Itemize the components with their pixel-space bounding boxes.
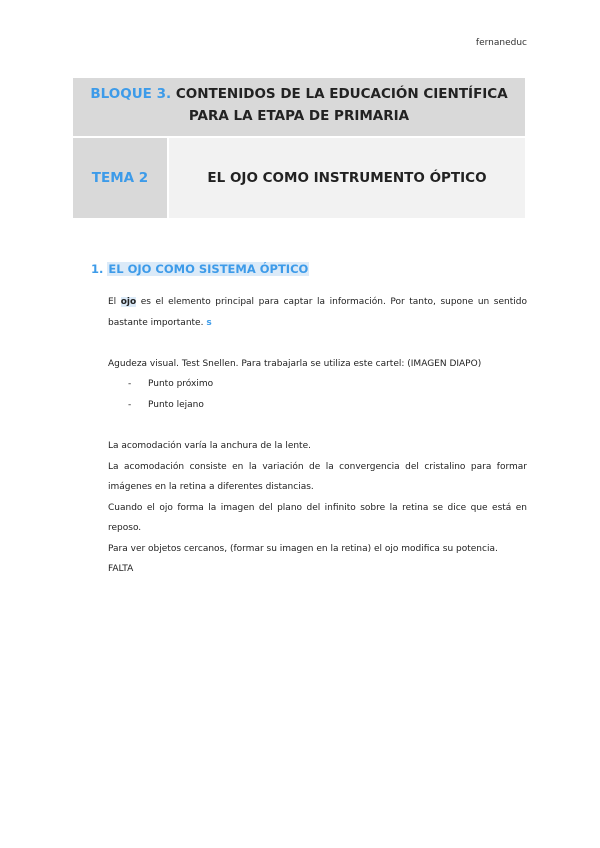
paragraph-acomodacion: La acomodación varía la anchura de la lente. [108, 441, 311, 451]
header-author: fernaneduc [475, 38, 527, 48]
section-number: 1. [91, 262, 104, 276]
paragraph-convergencia: La acomodación consiste en la variación de la convergencia del cristalino para formar imágenes en la retina a diferentes distancias. [108, 461, 527, 492]
list-item [108, 374, 527, 395]
tema-title: EL OJO COMO INSTRUMENTO ÓPTICO [169, 138, 525, 218]
bullet-text: Punto próximo [148, 379, 214, 389]
section-heading [91, 262, 309, 276]
paragraph-ojo-rest: es el elemento principal para captar la información. Por tanto, supone un sentido bastante importante. [108, 297, 527, 328]
block-title [73, 78, 525, 136]
list-item [108, 395, 527, 416]
paragraph-reposo: Cuando el ojo forma la imagen del plano del infinito sobre la retina se dice que está en reposo. [108, 502, 527, 533]
paragraph-ojo [108, 292, 527, 333]
bullet-dash: - [128, 379, 132, 389]
section-heading-text: EL OJO COMO SISTEMA ÓPTICO [108, 262, 309, 276]
highlighted-word-ojo: ojo [120, 297, 137, 307]
paragraph-ojo-start: El [108, 297, 121, 307]
paragraph-potencia: Para ver objetos cercanos, (formar su imagen en la retina) el ojo modifica su potencia. [108, 543, 498, 554]
paragraph-acomodacion-block [108, 436, 527, 580]
block-title-line1: CONTENIDOS DE LA EDUCACIÓN CIENTÍFICA [175, 86, 508, 102]
bullet-text: Punto lejano [148, 399, 204, 410]
paragraph-falta: FALTA [108, 564, 134, 574]
bullet-list [108, 374, 527, 415]
block-title-line2: PARA LA ETAPA DE PRIMARIA [188, 108, 410, 124]
comment-marker: s [206, 317, 212, 328]
paragraph-agudeza: Agudeza visual. Test Snellen. Para trabajarla se utiliza este cartel: (IMAGEN DIAPO) [108, 359, 482, 369]
bullet-dash: - [128, 399, 132, 410]
tema-label: TEMA 2 [73, 138, 167, 218]
block-label: BLOQUE 3. [90, 86, 172, 102]
